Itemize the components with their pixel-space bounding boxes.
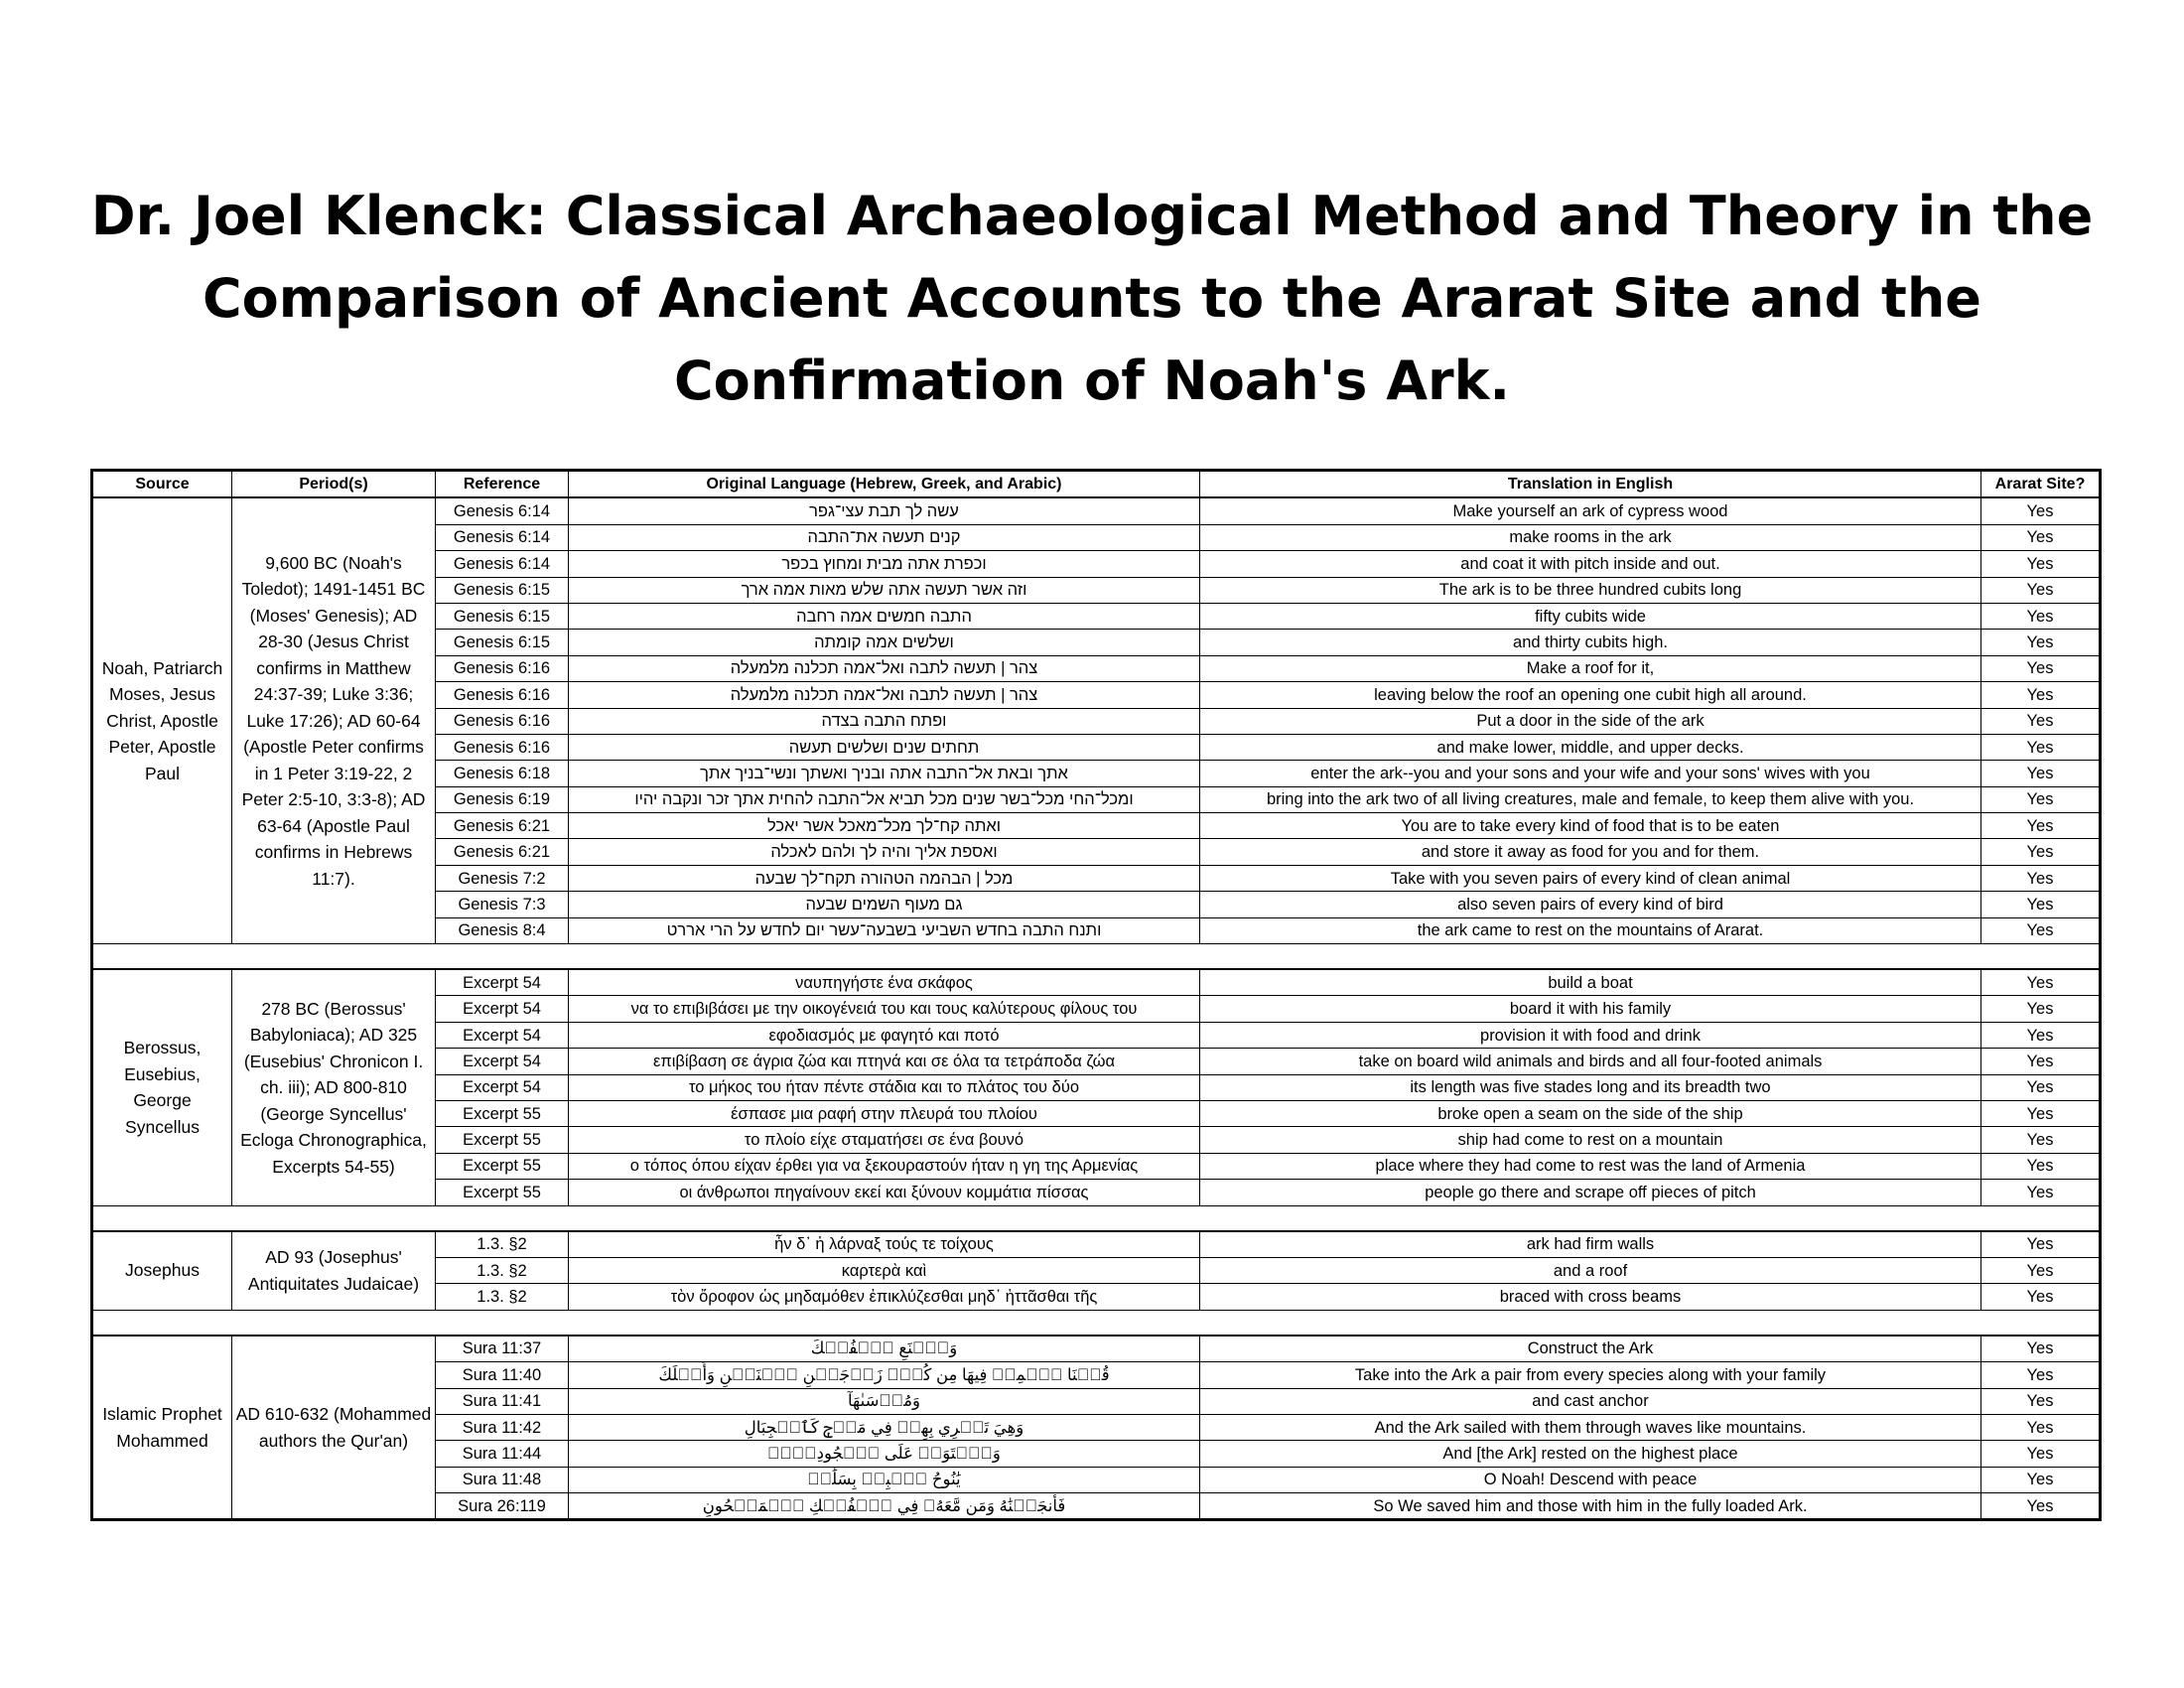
reference-cell: Genesis 6:21 <box>436 813 569 839</box>
reference-cell: Sura 11:44 <box>436 1441 569 1467</box>
table-row <box>92 969 2101 996</box>
translation-cell: leaving below the roof an opening one cubit high all around. <box>1200 682 1981 708</box>
translation-cell: Construct the Ark <box>1200 1336 1981 1362</box>
translation-cell: and a roof <box>1200 1257 1981 1283</box>
ararat-site-cell: Yes <box>1981 1231 2101 1258</box>
original-text-cell: έσπασε μια ραφή στην πλευρά του πλοίου <box>569 1100 1200 1126</box>
ararat-site-cell: Yes <box>1981 1467 2101 1492</box>
translation-cell: O Noah! Descend with peace <box>1200 1467 1981 1492</box>
ararat-site-cell: Yes <box>1981 1100 2101 1126</box>
group-spacer-row <box>92 1205 2101 1231</box>
col-header-periods: Period(s) <box>232 471 436 498</box>
source-cell: Noah, Patriarch Moses, Jesus Christ, Apostle Peter, Apostle Paul <box>92 497 232 943</box>
original-text-cell: עשה לך תבת עצי־גפר <box>569 497 1200 524</box>
period-cell: 9,600 BC (Noah's Toledot); 1491-1451 BC (Moses' Genesis); AD 28-30 (Jesus Christ confirms in Matthew 24:37-39; Luke 3:36; Luke 17:26); AD 60-64 (Apostle Peter confirms in 1 Peter 3:19-22, 2 Peter 2:5-10, 3:3-8); AD 63-64 (Apostle Paul confirms in Hebrews 11:7). <box>232 497 436 943</box>
original-text-cell: οι άνθρωποι πηγαίνουν εκεί και ξύνουν κομμάτια πίσσας <box>569 1180 1200 1205</box>
ararat-site-cell: Yes <box>1981 603 2101 629</box>
original-text-cell: תחתים שנים ושלשים תעשה <box>569 734 1200 760</box>
spacer-cell <box>92 1205 2101 1231</box>
reference-cell: Genesis 6:15 <box>436 630 569 655</box>
col-header-original-language: Original Language (Hebrew, Greek, and Arabic) <box>569 471 1200 498</box>
reference-cell: Excerpt 55 <box>436 1153 569 1179</box>
translation-cell: ship had come to rest on a mountain <box>1200 1127 1981 1153</box>
period-cell: AD 610-632 (Mohammed authors the Qur'an) <box>232 1336 436 1520</box>
ararat-site-cell: Yes <box>1981 1388 2101 1414</box>
reference-cell: Genesis 7:2 <box>436 865 569 891</box>
original-text-cell: وَٱصۡنَعِ ٱلۡفُلۡكَ <box>569 1336 1200 1362</box>
translation-cell: build a boat <box>1200 969 1981 996</box>
original-text-cell: ואספת אליך והיה לך ולהם לאכלה <box>569 839 1200 865</box>
original-text-cell: καρτερὰ καὶ <box>569 1257 1200 1283</box>
original-text-cell: התבה חמשים אמה רחבה <box>569 603 1200 629</box>
translation-cell: Take with you seven pairs of every kind of clean animal <box>1200 865 1981 891</box>
ararat-site-cell: Yes <box>1981 969 2101 996</box>
reference-cell: Excerpt 54 <box>436 996 569 1022</box>
ararat-site-cell: Yes <box>1981 1127 2101 1153</box>
translation-cell: and store it away as food for you and for them. <box>1200 839 1981 865</box>
original-text-cell: فَأَنجَيۡنَٰهُ وَمَن مَّعَهُۥ فِي ٱلۡفُلۡكِ ٱلۡمَشۡحُونِ <box>569 1493 1200 1520</box>
original-text-cell: ναυπηγήστε ένα σκάφος <box>569 969 1200 996</box>
original-text-cell: ושלשים אמה קומתה <box>569 630 1200 655</box>
ararat-site-cell: Yes <box>1981 1493 2101 1520</box>
reference-cell: Genesis 6:14 <box>436 497 569 524</box>
reference-cell: Excerpt 54 <box>436 1022 569 1048</box>
translation-cell: provision it with food and drink <box>1200 1022 1981 1048</box>
ararat-site-cell: Yes <box>1981 1284 2101 1310</box>
translation-cell: and make lower, middle, and upper decks. <box>1200 734 1981 760</box>
reference-cell: Genesis 6:16 <box>436 734 569 760</box>
ararat-site-cell: Yes <box>1981 708 2101 734</box>
ararat-site-cell: Yes <box>1981 1074 2101 1100</box>
ararat-site-cell: Yes <box>1981 1336 2101 1362</box>
translation-cell: enter the ark--you and your sons and your wife and your sons' wives with you <box>1200 761 1981 786</box>
ararat-site-cell: Yes <box>1981 1362 2101 1388</box>
document-title: Dr. Joel Klenck: Classical Archaeological Method and Theory in the Comparison of Ancient Accounts to the Ararat Site and the Confirmation of Noah's Ark. <box>90 185 2094 412</box>
reference-cell: Genesis 6:15 <box>436 577 569 603</box>
original-text-cell: מכל | הבהמה הטהורה תקח־לך שבעה <box>569 865 1200 891</box>
ararat-site-cell: Yes <box>1981 524 2101 550</box>
reference-cell: 1.3. §2 <box>436 1257 569 1283</box>
col-header-ararat-site: Ararat Site? <box>1981 471 2101 498</box>
col-header-source: Source <box>92 471 232 498</box>
reference-cell: Genesis 6:18 <box>436 761 569 786</box>
col-header-translation: Translation in English <box>1200 471 1981 498</box>
original-text-cell: ומכל־החי מכל־בשר שנים מכל תביא אל־התבה להחית אתך זכר ונקבה יהיו <box>569 786 1200 812</box>
group-spacer-row <box>92 944 2101 970</box>
translation-cell: the ark came to rest on the mountains of Ararat. <box>1200 917 1981 943</box>
translation-cell: take on board wild animals and birds and all four-footed animals <box>1200 1049 1981 1074</box>
translation-cell: Make a roof for it, <box>1200 655 1981 681</box>
original-text-cell: וזה אשר תעשה אתה שלש מאות אמה ארך <box>569 577 1200 603</box>
reference-cell: Genesis 6:14 <box>436 524 569 550</box>
table-row <box>92 497 2101 524</box>
original-text-cell: ἦν δ᾽ ἡ λάρναξ τούς τε τοίχους <box>569 1231 1200 1258</box>
translation-cell: board it with his family <box>1200 996 1981 1022</box>
translation-cell: make rooms in the ark <box>1200 524 1981 550</box>
ararat-site-cell: Yes <box>1981 551 2101 577</box>
translation-cell: And [the Ark] rested on the highest place <box>1200 1441 1981 1467</box>
source-cell: Berossus, Eusebius, George Syncellus <box>92 969 232 1205</box>
reference-cell: Sura 11:41 <box>436 1388 569 1414</box>
original-text-cell: να το επιβιβάσει με την οικογένειά του και τους καλύτερους φίλους του <box>569 996 1200 1022</box>
ararat-site-cell: Yes <box>1981 813 2101 839</box>
translation-cell: So We saved him and those with him in the fully loaded Ark. <box>1200 1493 1981 1520</box>
reference-cell: Genesis 6:14 <box>436 551 569 577</box>
reference-cell: Genesis 6:15 <box>436 603 569 629</box>
table-row <box>92 1336 2101 1362</box>
spacer-cell <box>92 1310 2101 1336</box>
translation-cell: bring into the ark two of all living creatures, male and female, to keep them alive with you. <box>1200 786 1981 812</box>
reference-cell: 1.3. §2 <box>436 1231 569 1258</box>
reference-cell: Sura 26:119 <box>436 1493 569 1520</box>
original-text-cell: אתך ובאת אל־התבה אתה ובניך ואשתך ונשי־בניך אתך <box>569 761 1200 786</box>
original-text-cell: وَمُرۡسَىٰهَآ <box>569 1388 1200 1414</box>
reference-cell: Excerpt 54 <box>436 1049 569 1074</box>
original-text-cell: ופתח התבה בצדה <box>569 708 1200 734</box>
reference-cell: Genesis 6:19 <box>436 786 569 812</box>
reference-cell: Genesis 6:21 <box>436 839 569 865</box>
period-cell: 278 BC (Berossus' Babyloniaca); AD 325 (Eusebius' Chronicon I. ch. iii); AD 800-810 (George Syncellus' Ecloga Chronographica, Excerpts 54-55) <box>232 969 436 1205</box>
ararat-site-cell: Yes <box>1981 786 2101 812</box>
translation-cell: place where they had come to rest was the land of Armenia <box>1200 1153 1981 1179</box>
source-cell: Josephus <box>92 1231 232 1311</box>
translation-cell: fifty cubits wide <box>1200 603 1981 629</box>
ararat-site-cell: Yes <box>1981 1180 2101 1205</box>
ararat-site-cell: Yes <box>1981 996 2101 1022</box>
source-cell: Islamic Prophet Mohammed <box>92 1336 232 1520</box>
reference-cell: Genesis 7:3 <box>436 892 569 917</box>
translation-cell: Put a door in the side of the ark <box>1200 708 1981 734</box>
translation-cell: ark had firm walls <box>1200 1231 1981 1258</box>
ararat-site-cell: Yes <box>1981 1441 2101 1467</box>
translation-cell: The ark is to be three hundred cubits long <box>1200 577 1981 603</box>
ararat-site-cell: Yes <box>1981 734 2101 760</box>
ararat-site-cell: Yes <box>1981 682 2101 708</box>
spacer-cell <box>92 944 2101 970</box>
original-text-cell: قُلۡنَا ٱحۡمِلۡ فِيهَا مِن كُلّٖ زَوۡجَيۡنِ ٱثۡنَيۡنِ وَأَهۡلَكَ <box>569 1362 1200 1388</box>
translation-cell: and coat it with pitch inside and out. <box>1200 551 1981 577</box>
ararat-site-cell: Yes <box>1981 892 2101 917</box>
original-text-cell: ואתה קח־לך מכל־מאכל אשר יאכל <box>569 813 1200 839</box>
reference-cell: Sura 11:48 <box>436 1467 569 1492</box>
reference-cell: Genesis 6:16 <box>436 682 569 708</box>
reference-cell: Excerpt 55 <box>436 1180 569 1205</box>
reference-cell: Excerpt 54 <box>436 1074 569 1100</box>
original-text-cell: ותנח התבה בחדש השביעי בשבעה־עשר יום לחדש על הרי אררט <box>569 917 1200 943</box>
ararat-site-cell: Yes <box>1981 761 2101 786</box>
original-text-cell: يَٰنُوحُ ٱهۡبِطۡ بِسَلَٰمٖ <box>569 1467 1200 1492</box>
reference-cell: Sura 11:40 <box>436 1362 569 1388</box>
ararat-site-cell: Yes <box>1981 630 2101 655</box>
group-spacer-row <box>92 1310 2101 1336</box>
ararat-site-cell: Yes <box>1981 497 2101 524</box>
translation-cell: And the Ark sailed with them through waves like mountains. <box>1200 1414 1981 1440</box>
period-cell: AD 93 (Josephus' Antiquitates Judaicae) <box>232 1231 436 1311</box>
table-row <box>92 1231 2101 1258</box>
reference-cell: Excerpt 55 <box>436 1100 569 1126</box>
ararat-site-cell: Yes <box>1981 1414 2101 1440</box>
original-text-cell: צהר | תעשה לתבה ואל־אמה תכלנה מלמעלה <box>569 655 1200 681</box>
ararat-site-cell: Yes <box>1981 655 2101 681</box>
header-row <box>92 471 2101 498</box>
ararat-site-cell: Yes <box>1981 1153 2101 1179</box>
translation-cell: broke open a seam on the side of the ship <box>1200 1100 1981 1126</box>
ararat-site-cell: Yes <box>1981 917 2101 943</box>
original-text-cell: εφοδιασμός με φαγητό και ποτό <box>569 1022 1200 1048</box>
ararat-site-cell: Yes <box>1981 865 2101 891</box>
ararat-site-cell: Yes <box>1981 1257 2101 1283</box>
accounts-table <box>90 469 2102 1521</box>
translation-cell: and thirty cubits high. <box>1200 630 1981 655</box>
original-text-cell: το πλοίο είχε σταματήσει σε ένα βουνό <box>569 1127 1200 1153</box>
original-text-cell: το μήκος του ήταν πέντε στάδια και το πλάτος του δύο <box>569 1074 1200 1100</box>
translation-cell: braced with cross beams <box>1200 1284 1981 1310</box>
translation-cell: its length was five stades long and its breadth two <box>1200 1074 1981 1100</box>
original-text-cell: وَهِيَ تَجۡرِي بِهِمۡ فِي مَوۡجٖ كَٱلۡجِبَالِ <box>569 1414 1200 1440</box>
translation-cell: Make yourself an ark of cypress wood <box>1200 497 1981 524</box>
translation-cell: and cast anchor <box>1200 1388 1981 1414</box>
ararat-site-cell: Yes <box>1981 1022 2101 1048</box>
reference-cell: Genesis 6:16 <box>436 708 569 734</box>
original-text-cell: קנים תעשה את־התבה <box>569 524 1200 550</box>
original-text-cell: τὸν ὄροφον ὡς μηδαμόθεν ἐπικλύζεσθαι μηδ᾽ ἡττᾶσθαι τῆς <box>569 1284 1200 1310</box>
reference-cell: Sura 11:42 <box>436 1414 569 1440</box>
reference-cell: Excerpt 54 <box>436 969 569 996</box>
ararat-site-cell: Yes <box>1981 577 2101 603</box>
ararat-site-cell: Yes <box>1981 1049 2101 1074</box>
original-text-cell: επιβίβαση σε άγρια ζώα και πτηνά και σε όλα τα τετράποδα ζώα <box>569 1049 1200 1074</box>
translation-cell: people go there and scrape off pieces of pitch <box>1200 1180 1981 1205</box>
original-text-cell: צהר | תעשה לתבה ואל־אמה תכלנה מלמעלה <box>569 682 1200 708</box>
reference-cell: 1.3. §2 <box>436 1284 569 1310</box>
ararat-site-cell: Yes <box>1981 839 2101 865</box>
translation-cell: You are to take every kind of food that is to be eaten <box>1200 813 1981 839</box>
original-text-cell: وَٱسۡتَوَتۡ عَلَى ٱلۡجُودِيِّۖ <box>569 1441 1200 1467</box>
original-text-cell: וכפרת אתה מבית ומחוץ בכפר <box>569 551 1200 577</box>
reference-cell: Genesis 6:16 <box>436 655 569 681</box>
translation-cell: also seven pairs of every kind of bird <box>1200 892 1981 917</box>
reference-cell: Genesis 8:4 <box>436 917 569 943</box>
translation-cell: Take into the Ark a pair from every species along with your family <box>1200 1362 1981 1388</box>
reference-cell: Sura 11:37 <box>436 1336 569 1362</box>
original-text-cell: ο τόπος όπου είχαν έρθει για να ξεκουραστούν ήταν η γη της Αρμενίας <box>569 1153 1200 1179</box>
reference-cell: Excerpt 55 <box>436 1127 569 1153</box>
col-header-reference: Reference <box>436 471 569 498</box>
original-text-cell: גם מעוף השמים שבעה <box>569 892 1200 917</box>
